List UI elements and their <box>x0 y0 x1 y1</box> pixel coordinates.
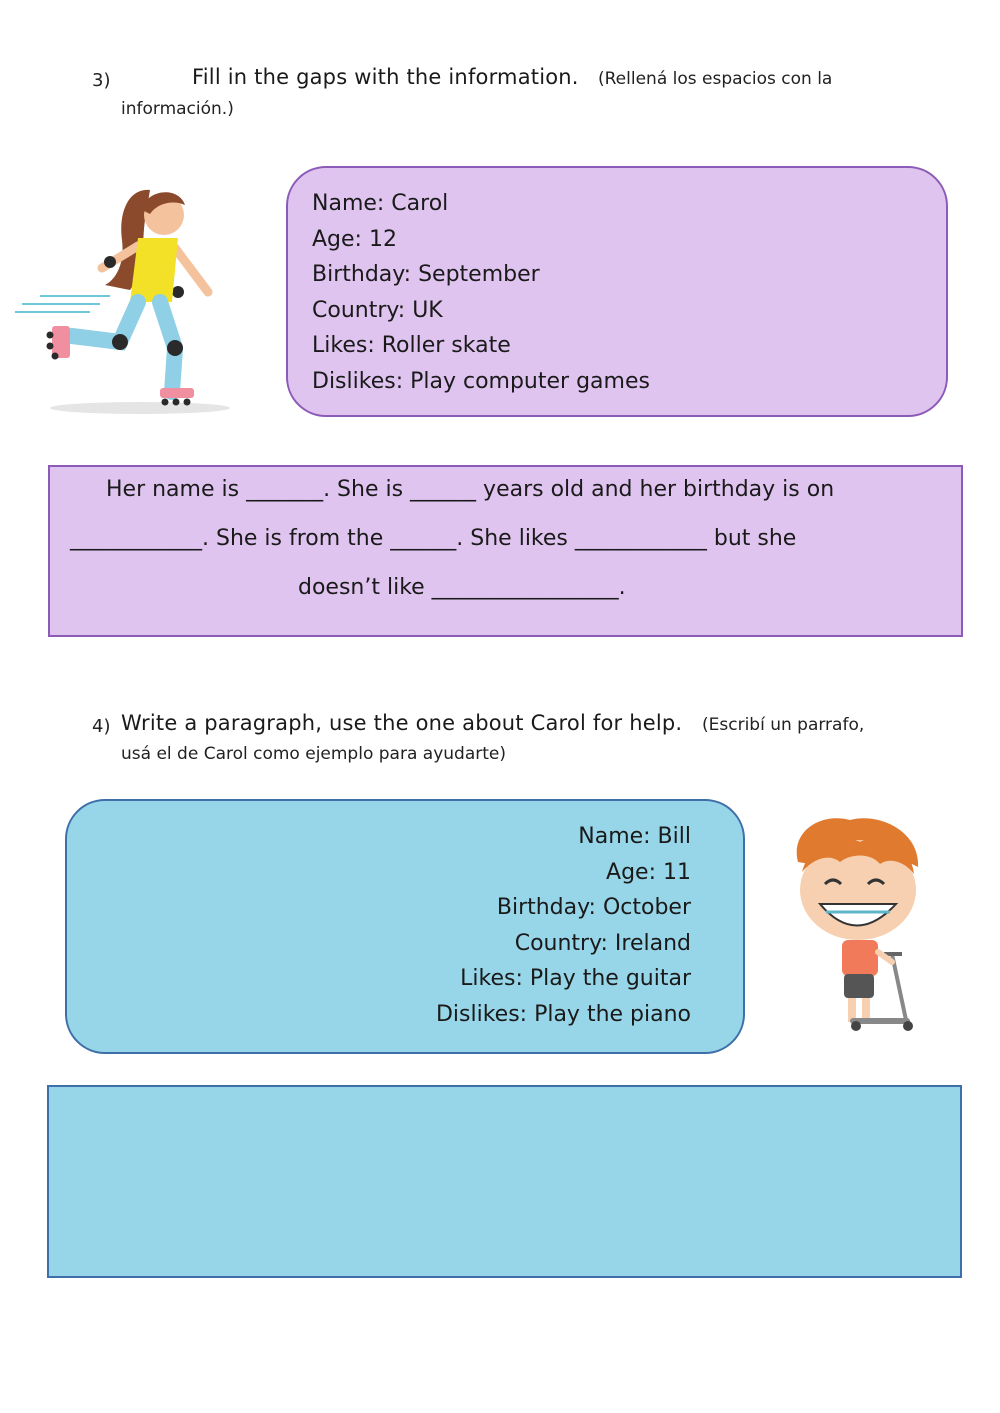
bill-country: Country: Ireland <box>514 930 691 956</box>
question-4-number: 4) <box>92 716 111 737</box>
carol-profile-card <box>286 166 948 417</box>
bill-birthday: Birthday: October <box>496 895 691 920</box>
carol-birthday: Birthday: September <box>312 262 540 287</box>
carol-name: Name: Carol <box>312 191 449 216</box>
question-3-number: 3) <box>92 70 111 91</box>
gap-line-3[interactable]: doesn’t like _________________. <box>298 575 626 600</box>
bill-name: Name: Bill <box>578 824 691 849</box>
question-4-instruction: Write a paragraph, use the one about Carol for help. <box>121 711 683 735</box>
bill-age: Age: 11 <box>606 859 691 885</box>
carol-dislikes: Dislikes: Play computer games <box>312 368 650 394</box>
question-4-translation-2: usá el de Carol como ejemplo para ayudarte) <box>121 744 506 764</box>
carol-likes: Likes: Roller skate <box>312 333 511 358</box>
carol-country: Country: UK <box>312 297 443 323</box>
question-3-translation-2: información.) <box>121 99 234 119</box>
carol-age: Age: 12 <box>312 226 397 252</box>
boy-scooter-illustration <box>780 812 950 1042</box>
question-3-instruction: Fill in the gaps with the information. <box>192 65 579 89</box>
gap-line-2[interactable]: ____________. She is from the ______. She likes ____________ but she <box>70 526 797 551</box>
bill-likes: Likes: Play the guitar <box>460 966 691 991</box>
bill-profile-card <box>65 799 745 1054</box>
question-3-translation-1: (Rellená los espacios con la <box>598 69 833 89</box>
question-4-translation-1: (Escribí un parrafo, <box>702 715 865 735</box>
gap-line-1[interactable]: Her name is _______. She is ______ years old and her birthday is on <box>106 477 835 502</box>
roller-skate-girl-illustration <box>10 180 240 420</box>
gap-fill-box <box>48 465 963 637</box>
paragraph-writing-box[interactable] <box>47 1085 962 1278</box>
bill-dislikes: Dislikes: Play the piano <box>435 1001 691 1027</box>
